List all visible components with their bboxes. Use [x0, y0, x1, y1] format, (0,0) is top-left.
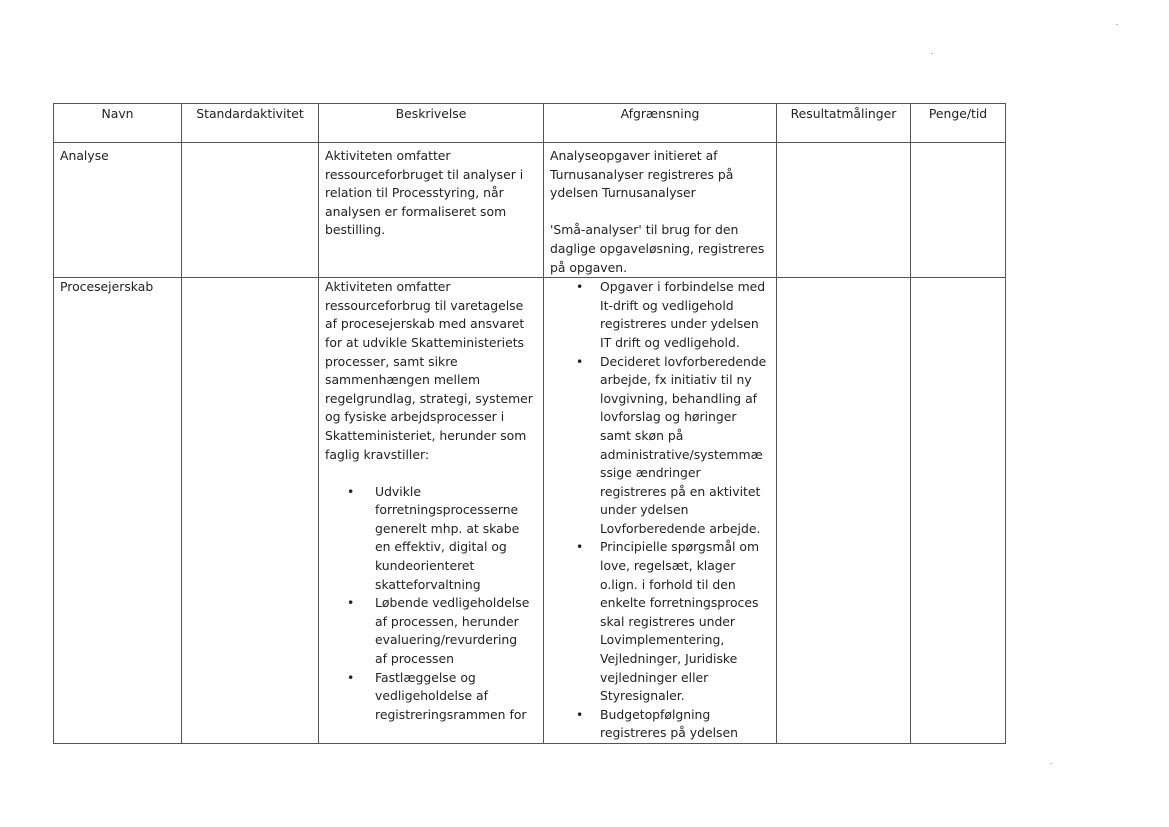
text-line: skatteforvaltning — [375, 576, 481, 592]
text-line: ressourceforbruget til analyser i — [325, 166, 524, 182]
cell-penge-tid — [911, 278, 1006, 744]
header-afgraensning: Afgrænsning — [544, 104, 777, 143]
text-line: daglige opgaveløsning, registreres — [550, 240, 765, 256]
text-line: Skatteministeriet, herunder som — [325, 427, 527, 443]
text-line: sammenhængen mellem — [325, 372, 481, 388]
text-line: en effektiv, digital og — [375, 539, 507, 555]
cell-afgraensning — [544, 143, 777, 278]
text-line: 'Små-analyser' til brug for den — [550, 222, 739, 238]
text-line: enkelte forretningsproces — [600, 595, 759, 611]
text-line: registreringsrammen for — [375, 706, 527, 722]
text-line: bestilling. — [325, 222, 386, 238]
header-navn: Navn — [54, 104, 182, 143]
cell-navn: Analyse — [54, 143, 182, 278]
cell-resultatmaalinger — [777, 278, 911, 744]
text-line: vedligeholdelse af — [375, 688, 488, 704]
text-line: processer, samt sikre — [325, 353, 458, 369]
afgraensning-paragraph-2 — [550, 221, 770, 277]
list-item — [325, 669, 537, 725]
scan-speck — [931, 53, 933, 54]
header-penge-tid: Penge/tid — [911, 104, 1006, 143]
text-line: Lovforberedende arbejde. — [600, 520, 761, 536]
cell-standardaktivitet — [182, 143, 319, 278]
afgraensning-paragraph-1 — [550, 147, 770, 203]
text-line: arbejde, fx initiativ til ny — [600, 372, 752, 388]
paragraph-gap — [550, 203, 770, 222]
text-line: Styresignaler. — [600, 688, 685, 704]
text-line: Lovimplementering, — [600, 632, 725, 648]
text-line: ssige ændringer — [600, 465, 701, 481]
table-row — [54, 143, 1006, 278]
text-line: • Opgaver i forbindelse med — [600, 279, 766, 295]
header-beskrivelse: Beskrivelse — [319, 104, 544, 143]
text-line: o.lign. i forhold til den — [600, 576, 736, 592]
text-line: samt skøn på — [600, 427, 684, 443]
text-line: ydelsen Turnusanalyser — [550, 185, 696, 201]
cell-beskrivelse — [319, 278, 544, 744]
text-line: Aktiviteten omfatter — [325, 148, 451, 163]
text-line: på opgaven. — [550, 259, 628, 275]
beskrivelse-text — [325, 147, 537, 240]
text-line: af processen — [375, 651, 454, 667]
text-line: under ydelsen — [600, 502, 689, 518]
text-line: for at udvikle Skatteministeriets — [325, 334, 525, 350]
paragraph-gap — [325, 464, 537, 483]
scan-speck — [1116, 24, 1118, 25]
text-line: • Udvikle — [375, 483, 421, 499]
text-line: Vejledninger, Juridiske — [600, 651, 738, 667]
beskrivelse-text — [325, 278, 537, 464]
text-line: evaluering/revurdering — [375, 632, 518, 648]
text-line: kundeorienteret — [375, 558, 475, 574]
text-line: Aktiviteten omfatter — [325, 279, 451, 295]
text-line: forretningsprocesserne — [375, 502, 519, 518]
scan-speck — [1050, 763, 1052, 764]
header-row — [54, 104, 1006, 143]
text-line: registreres på en aktivitet — [600, 483, 761, 499]
text-line: • Fastlæggelse og — [375, 669, 476, 685]
list-item — [550, 706, 770, 743]
header-resultatmaalinger: Resultatmålinger — [777, 104, 911, 143]
text-line: analysen er formaliseret som — [325, 203, 507, 219]
cell-standardaktivitet — [182, 278, 319, 744]
text-line: og fysiske arbejdsprocesser i — [325, 409, 505, 425]
text-line: • Principielle spørgsmål om — [600, 539, 760, 555]
text-line: • Decideret lovforberedende — [600, 353, 767, 369]
header-standardaktivitet: Standardaktivitet — [182, 104, 319, 143]
text-line: af processen, herunder — [375, 613, 519, 629]
text-line: Turnusanalyser registreres på — [550, 166, 734, 182]
list-item — [325, 483, 537, 595]
list-item — [550, 278, 770, 352]
text-line: generelt mhp. at skabe — [375, 520, 520, 536]
text-line: skal registreres under — [600, 613, 736, 629]
text-line: vejledninger eller — [600, 669, 709, 685]
text-line: IT drift og vedligehold. — [600, 334, 740, 350]
text-line: • Løbende vedligeholdelse — [375, 595, 530, 611]
text-line: registreres på ydelsen — [600, 725, 738, 741]
table-row — [54, 278, 1006, 744]
cell-navn: Procesejerskab — [54, 278, 182, 744]
activity-table — [53, 103, 1006, 744]
list-item — [550, 353, 770, 539]
text-line: regelgrundlag, strategi, systemer — [325, 390, 533, 406]
cell-afgraensning — [544, 278, 777, 744]
text-line: registreres under ydelsen — [600, 316, 759, 332]
text-line: lovgivning, behandling af — [600, 390, 758, 406]
text-line: faglig kravstiller: — [325, 446, 430, 462]
text-line: relation til Processtyring, når — [325, 185, 504, 201]
cell-penge-tid — [911, 143, 1006, 278]
text-line: lovforslag og høringer — [600, 409, 737, 425]
text-line: administrative/systemmæ — [600, 446, 763, 462]
text-line: love, regelsæt, klager — [600, 558, 736, 574]
text-line: Analyseopgaver initieret af — [550, 148, 718, 163]
afgraensning-bullet-list — [550, 278, 770, 743]
text-line: • Budgetopfølgning — [600, 706, 711, 722]
list-item — [325, 594, 537, 668]
cell-beskrivelse — [319, 143, 544, 278]
cell-resultatmaalinger — [777, 143, 911, 278]
beskrivelse-bullet-list — [325, 483, 537, 725]
list-item — [550, 538, 770, 705]
text-line: ressourceforbrug til varetagelse — [325, 297, 524, 313]
text-line: af procesejerskab med ansvaret — [325, 316, 525, 332]
text-line: It-drift og vedligehold — [600, 297, 734, 313]
